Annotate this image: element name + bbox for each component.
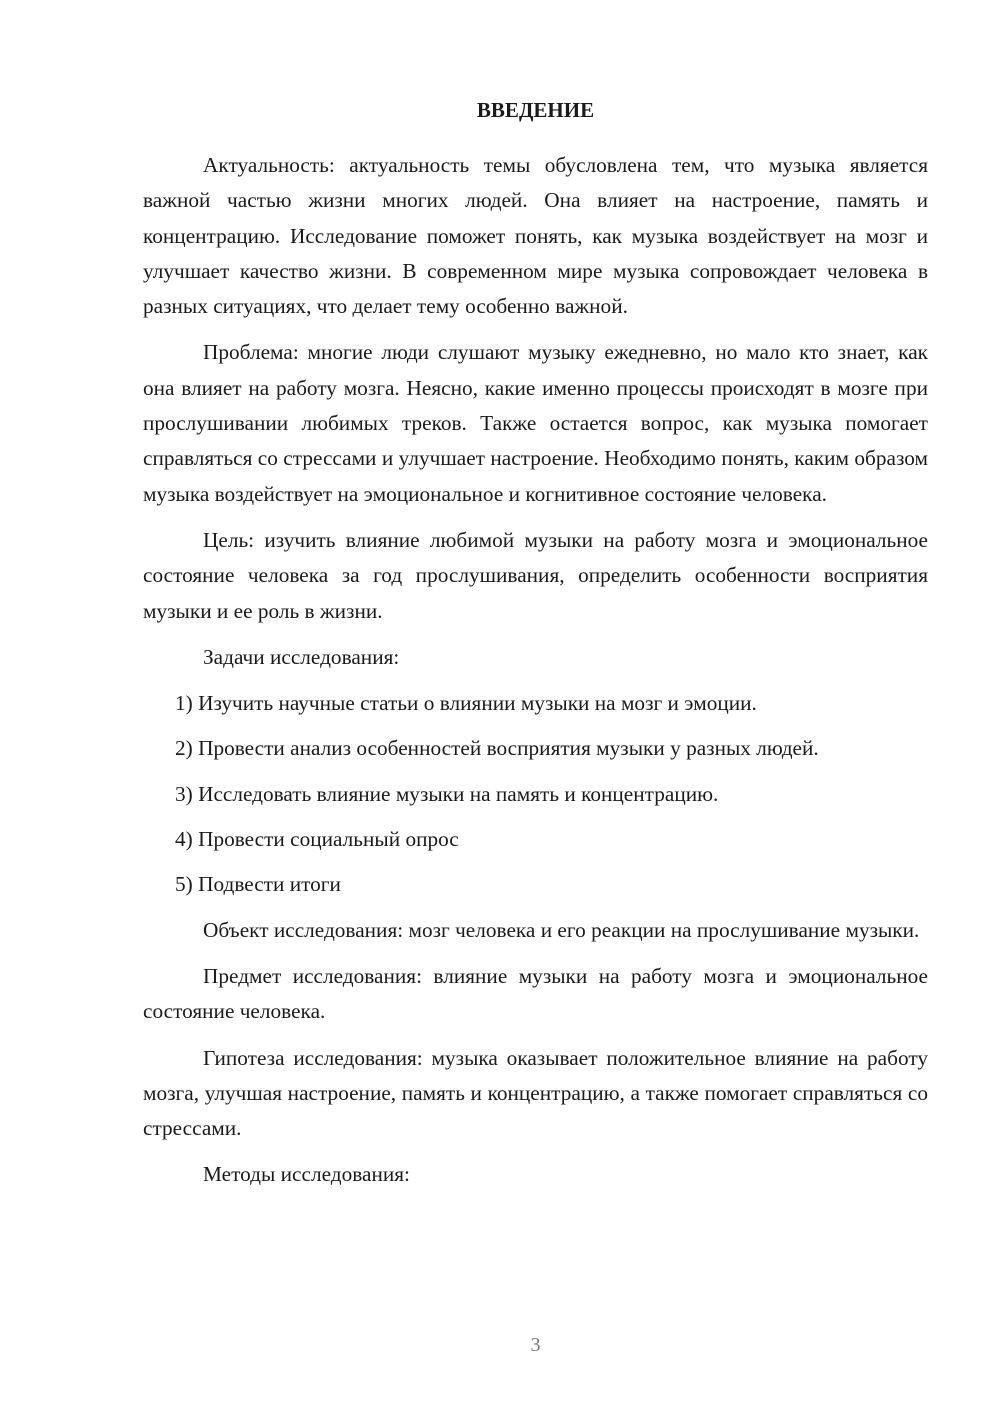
paragraph-hypothesis: Гипотеза исследования: музыка оказывает положительное влияние на работу мозга, улучшая настроение, память и концентрацию, а также помогает справляться со стрессами. xyxy=(143,1045,928,1141)
list-item: 1) Изучить научные статьи о влиянии музыки на мозг и эмоции. xyxy=(175,691,757,716)
document-page xyxy=(143,94,928,1204)
methods-heading: Методы исследования: xyxy=(203,1162,410,1187)
list-item: 4) Провести социальный опрос xyxy=(175,827,459,852)
paragraph-problem: Проблема: многие люди слушают музыку ежедневно, но мало кто знает, как она влияет на работу мозга. Неясно, какие именно процессы происходят в мозге при прослушивании любимых треков. Также остается вопрос, как музыка помогает справляться со стрессами и улучшает настроение. Необходимо понять, каким образом музыка воздействует на эмоциональное и когнитивное состояние человека. xyxy=(143,340,928,506)
paragraph-object: Объект исследования: мозг человека и его реакции на прослушивание музыки. xyxy=(203,917,920,942)
list-item: 3) Исследовать влияние музыки на память и концентрацию. xyxy=(175,781,719,806)
page-number: 3 xyxy=(530,1334,541,1356)
list-item: 5) Подвести итоги xyxy=(175,872,341,897)
paragraph-subject: Предмет исследования: влияние музыки на работу мозга и эмоциональное состояние человека. xyxy=(143,963,928,1024)
list-item: 2) Провести анализ особенностей восприятия музыки у разных людей. xyxy=(175,736,819,761)
section-title: ВВЕДЕНИЕ xyxy=(476,98,595,122)
paragraph-goal: Цель: изучить влияние любимой музыки на работу мозга и эмоциональное состояние человека за год прослушивания, определить особенности восприятия музыки и ее роль в жизни. xyxy=(143,527,928,623)
paragraph-relevance: Актуальность: актуальность темы обусловлена тем, что музыка является важной частью жизни многих людей. Она влияет на настроение, память и концентрацию. Исследование поможет понять, как музыка воздействует на мозг и улучшает качество жизни. В современном мире музыка сопровождает человека в разных ситуациях, что делает тему особенно важной. xyxy=(143,153,928,319)
tasks-heading: Задачи исследования: xyxy=(203,644,400,669)
